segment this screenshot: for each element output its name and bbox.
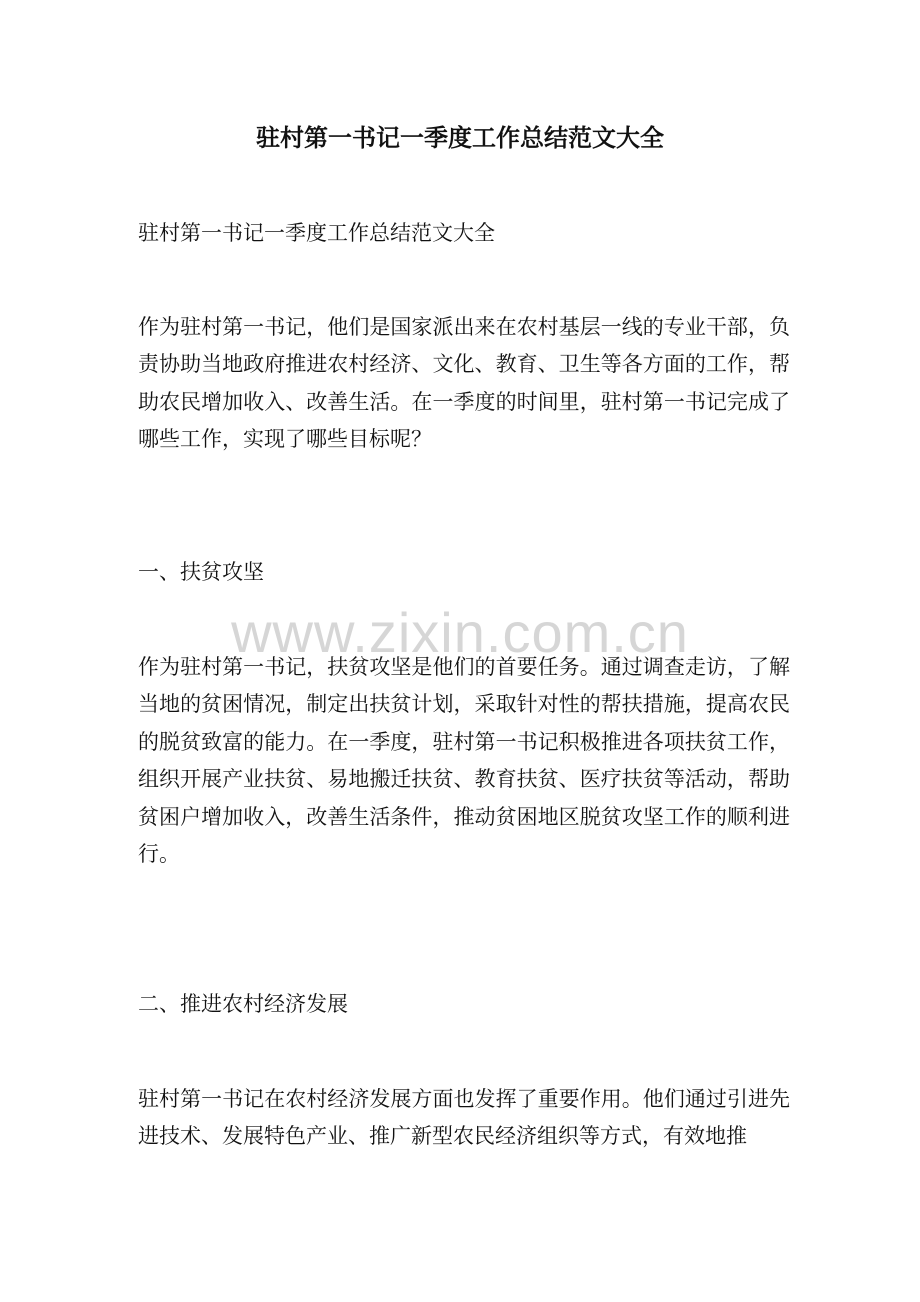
section-1-heading: 一、扶贫攻坚: [138, 560, 264, 584]
document-title: 驻村第一书记一季度工作总结范文大全: [256, 123, 664, 152]
section-2-heading: 二、推进农村经济发展: [138, 992, 348, 1016]
intro-paragraph: 作为驻村第一书记，他们是国家派出来在农村基层一线的专业干部，负责协助当地政府推进农村经济、文化、教育、卫生等各方面的工作，帮助农民增加收入、改善生活。在一季度的时间里，驻村第一书记完成了哪些工作，实现了哪些目标呢？: [138, 315, 790, 452]
section-2-paragraph: 驻村第一书记在农村经济发展方面也发挥了重要作用。他们通过引进先进技术、发展特色产业、推广新型农民经济组织等方式，有效地推: [138, 1087, 790, 1149]
watermark: www.zixin.com.cn: [231, 601, 689, 664]
document-subtitle: 驻村第一书记一季度工作总结范文大全: [138, 221, 495, 245]
section-1-paragraph: 作为驻村第一书记，扶贫攻坚是他们的首要任务。通过调查走访，了解当地的贫困情况，制定出扶贫计划，采取针对性的帮扶措施，提高农民的脱贫致富的能力。在一季度，驻村第一书记积极推进各项扶贫工作，组织开展产业扶贫、易地搬迁扶贫、教育扶贫、医疗扶贫等活动，帮助贫困户增加收入，改善生活条件，推动贫困地区脱贫攻坚工作的顺利进行。: [138, 655, 790, 867]
